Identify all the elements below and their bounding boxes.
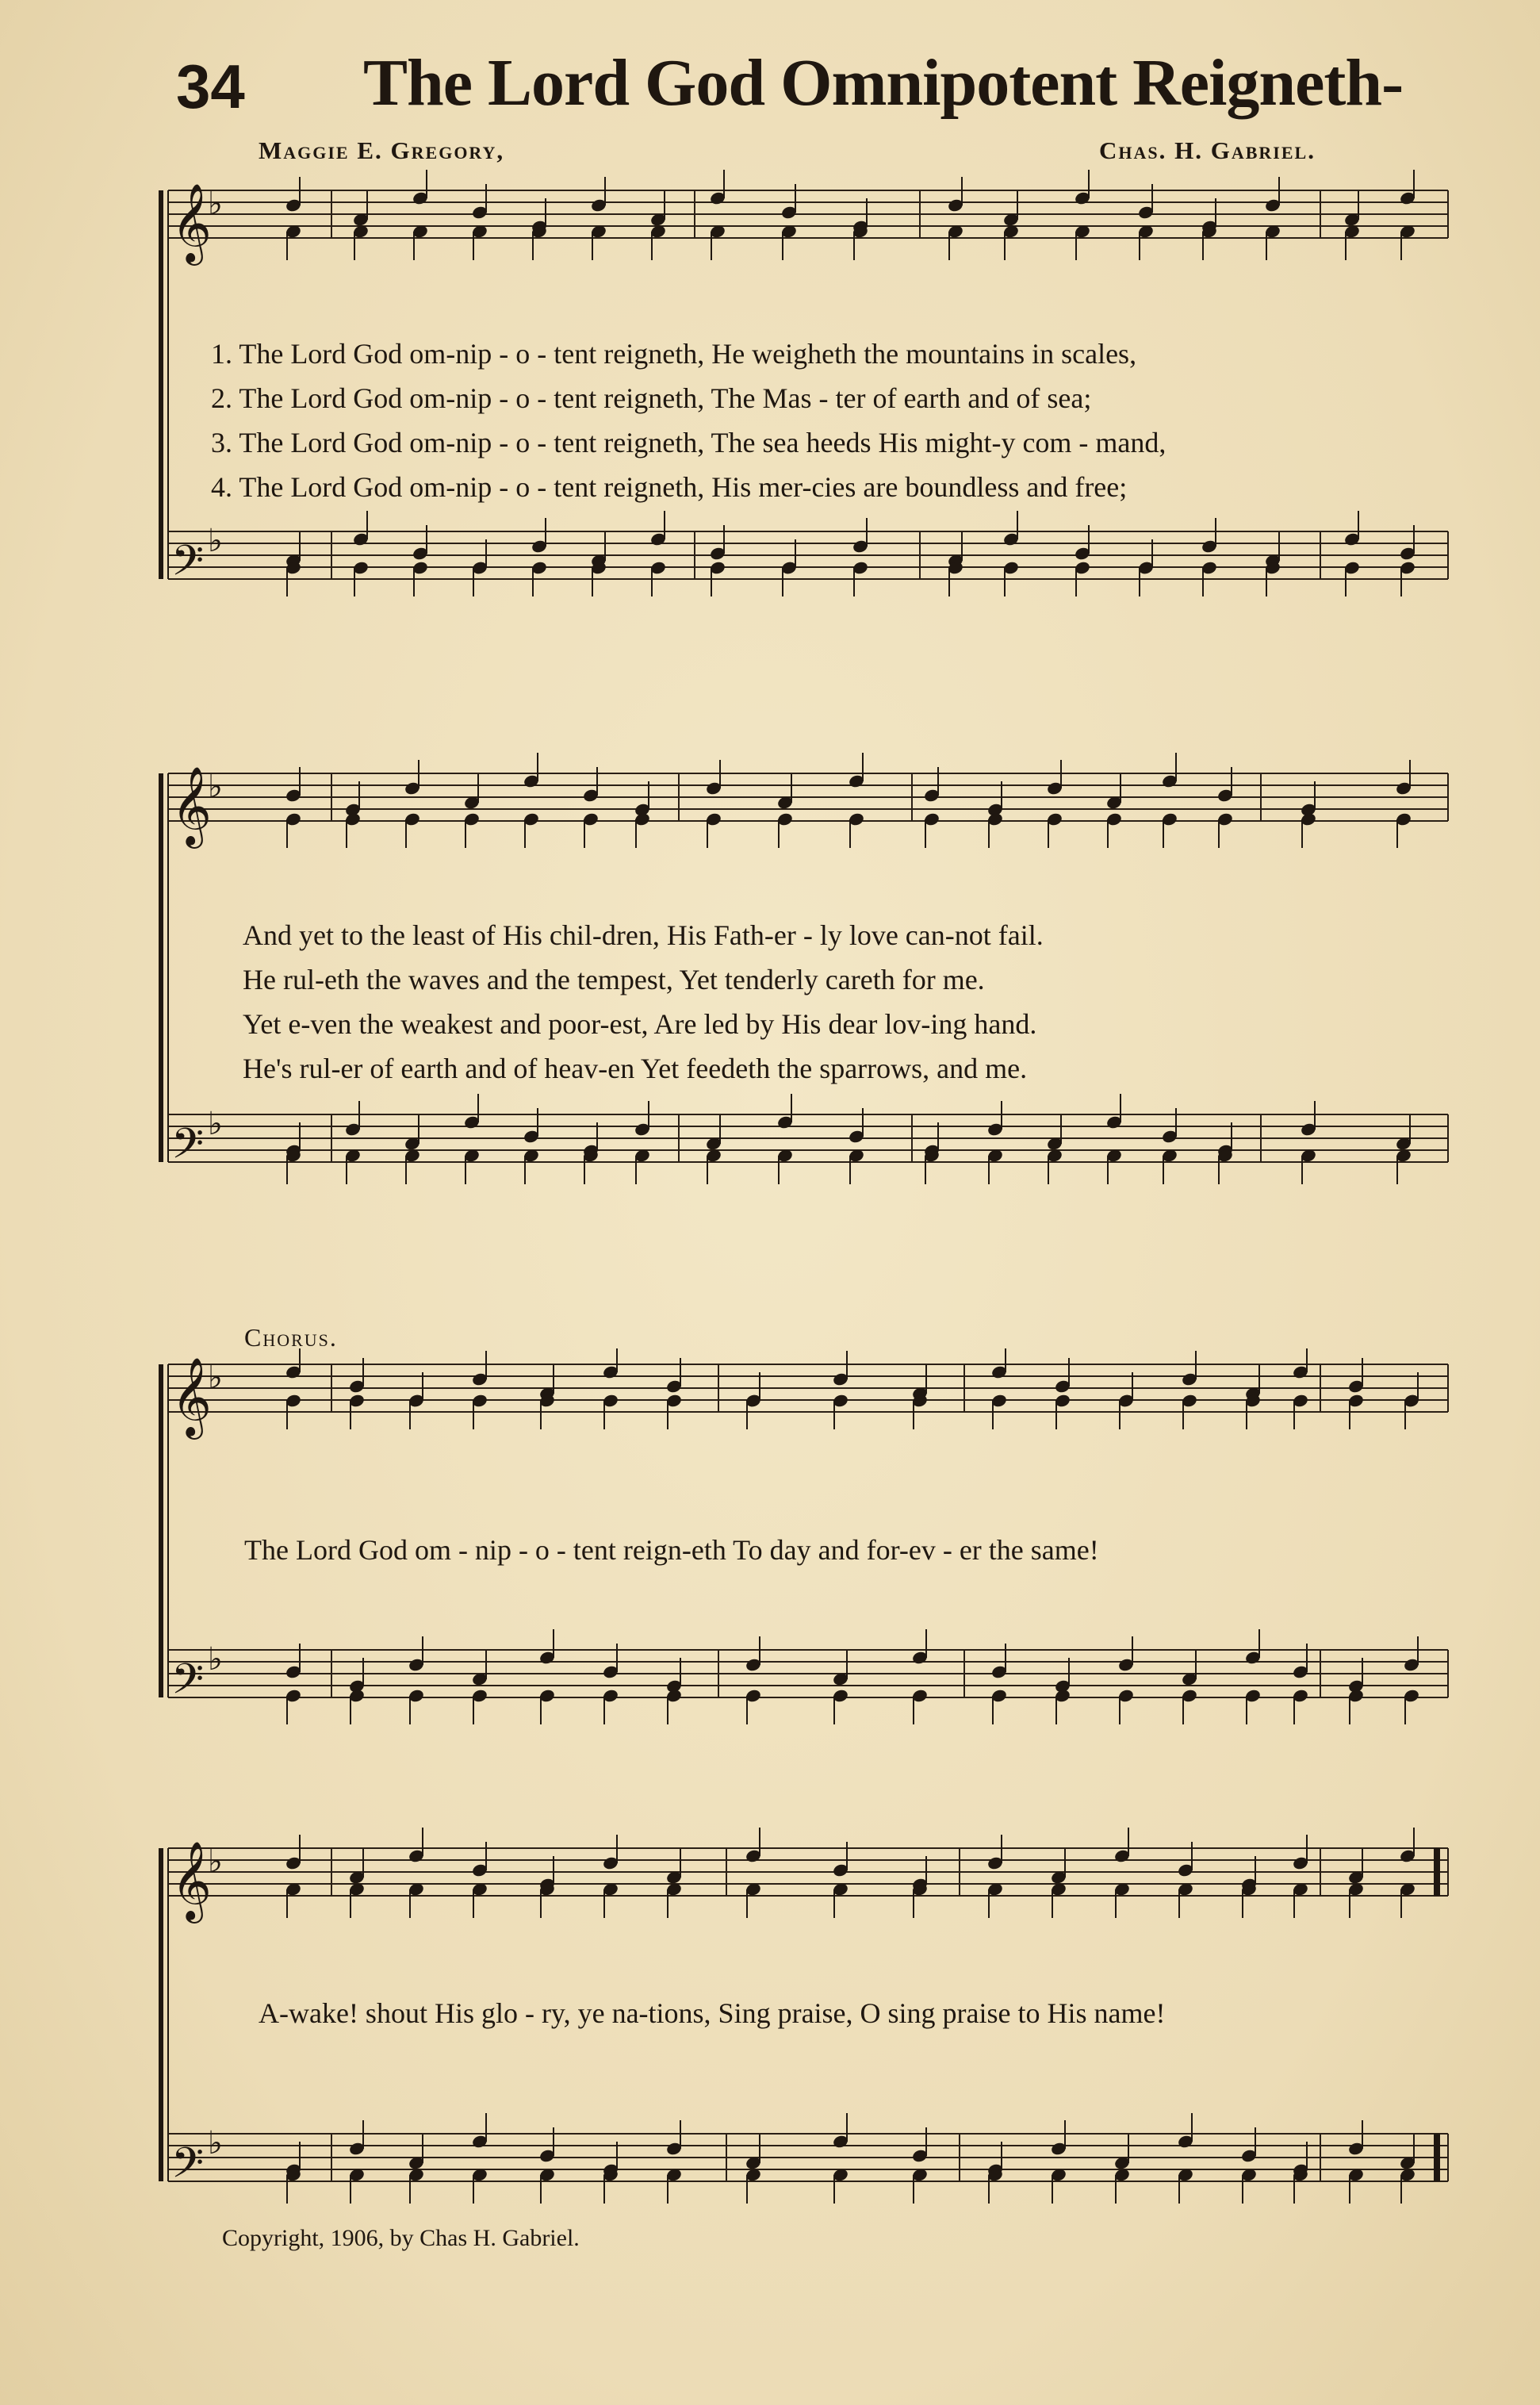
verse-1-line-2: And yet to the least of His chil-dren, His Fath-er - ly love can-not fail. — [243, 919, 1044, 951]
music-system-4 — [0, 1809, 1540, 2213]
music-system-1 — [0, 167, 1540, 674]
composer-credit: Chas. H. Gabriel. — [1099, 136, 1316, 164]
flat-key-signature-icon: ♭ — [208, 2125, 223, 2161]
verse-4-line-2: He's rul-er of earth and of heav-en Yet feedeth the sparrows, and me. — [243, 1053, 1028, 1084]
chorus-line-1: The Lord God om - nip - o - tent reign-eth To day and for-ev - er the same! — [244, 1534, 1099, 1566]
flat-key-signature-icon: ♭ — [208, 186, 223, 222]
bass-clef-icon: 𝄢 — [171, 1120, 205, 1179]
music-system-3 — [0, 1348, 1540, 1729]
flat-key-signature-icon: ♭ — [208, 769, 223, 805]
flat-key-signature-icon: ♭ — [208, 1106, 223, 1142]
flat-key-signature-icon: ♭ — [208, 1360, 223, 1396]
treble-clef-icon: 𝄞 — [171, 766, 212, 846]
verse-3-line-1: 3. The Lord God om-nip - o - tent reigneth, The sea heeds His might-y com - mand, — [211, 427, 1166, 458]
hymn-header — [0, 0, 1540, 164]
verse-2-line-2: He rul-eth the waves and the tempest, Yet tenderly careth for me. — [243, 964, 985, 995]
music-notation — [0, 167, 1540, 674]
treble-clef-icon: 𝄞 — [171, 1357, 212, 1436]
verse-3-line-2: Yet e-ven the weakest and poor-est, Are led by His dear lov-ing hand. — [243, 1008, 1037, 1040]
flat-key-signature-icon: ♭ — [208, 1843, 223, 1880]
music-notation — [0, 750, 1540, 1265]
author-credit: Maggie E. Gregory, — [259, 136, 505, 164]
verse-4-line-1: 4. The Lord God om-nip - o - tent reigneth, His mer-cies are boundless and free; — [211, 471, 1128, 503]
treble-clef-icon: 𝄞 — [171, 1841, 212, 1920]
bass-clef-icon: 𝄢 — [171, 537, 205, 596]
flat-key-signature-icon: ♭ — [208, 523, 223, 559]
chorus-label: Chorus. — [244, 1323, 338, 1352]
bass-clef-icon: 𝄢 — [171, 1655, 205, 1714]
flat-key-signature-icon: ♭ — [208, 1641, 223, 1678]
page-number: 34 — [176, 52, 245, 121]
chorus-line-2: A-wake! shout His glo - ry, ye na-tions, Sing praise, O sing praise to His name! — [259, 1997, 1166, 2029]
copyright-notice: Copyright, 1906, by Chas H. Gabriel. — [222, 2225, 580, 2251]
treble-clef-icon: 𝄞 — [171, 183, 212, 263]
music-system-2 — [0, 750, 1540, 1265]
hymn-title: The Lord God Omnipotent Reigneth- — [363, 46, 1404, 120]
verse-1-line-1: 1. The Lord God om-nip - o - tent reigneth, He weigheth the mountains in scales, — [211, 338, 1137, 370]
bass-clef-icon: 𝄢 — [171, 2139, 205, 2198]
verse-2-line-1: 2. The Lord God om-nip - o - tent reigneth, The Mas - ter of earth and of sea; — [211, 382, 1092, 414]
